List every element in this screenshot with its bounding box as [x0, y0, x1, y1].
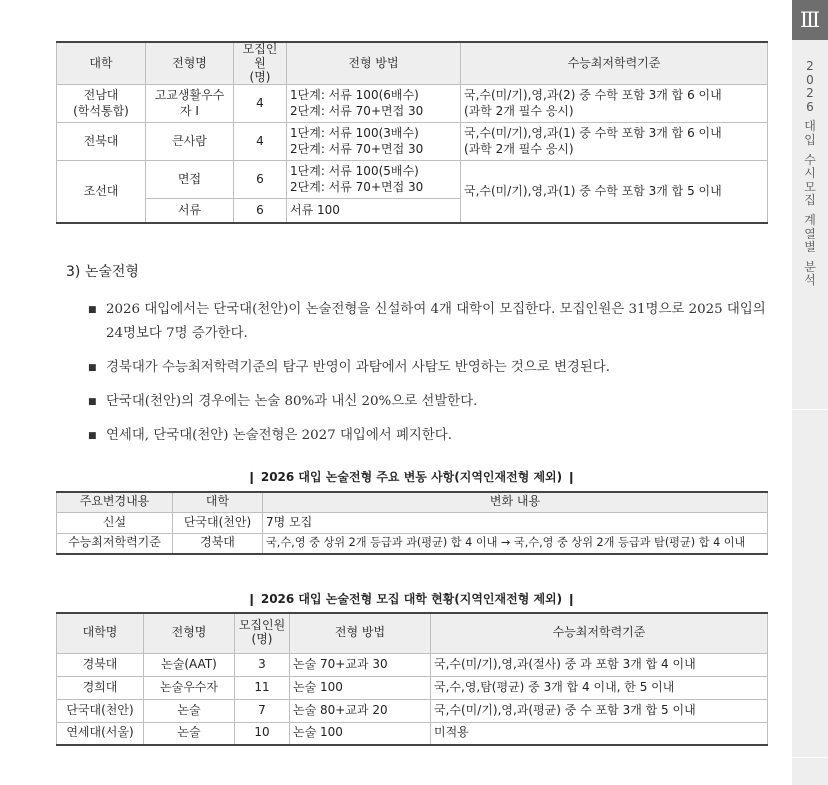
col-header: 변화 내용 [263, 492, 768, 512]
table-row [57, 699, 768, 722]
col-header: 전형 방법 [287, 42, 461, 85]
vertical-char: 모 [804, 179, 816, 194]
chapter-tab: Ⅲ [792, 0, 828, 40]
bullet-list [88, 298, 768, 458]
table-row [57, 161, 768, 199]
table-header-row [57, 492, 768, 512]
cell-type: 고교생활우수자 I [146, 85, 234, 123]
cell-univ: 전남대 (학석통합) [57, 85, 146, 123]
bullet-item: ■ 연세대, 단국대(천안) 논술전형은 2027 대입에서 폐지한다. [88, 424, 768, 448]
vertical-char: 수 [804, 152, 816, 167]
vertical-char: 0 [806, 72, 814, 87]
cell-min: 국,수(미/기),영,과(절사) 중 과 포함 3개 합 4 이내 [431, 653, 768, 676]
cell-univ: 경북대 [57, 653, 144, 676]
table-3 [56, 612, 768, 746]
cell-type: 서류 [146, 199, 234, 223]
cell-min: 국,수(미/기),영,과(1) 중 수학 포함 3개 합 5 이내 [461, 161, 768, 223]
col-header: 수능최저학력기준 [461, 42, 768, 85]
vertical-char: 석 [804, 273, 816, 288]
cell-type: 논술 [144, 722, 235, 745]
bullet-item: ■ 단국대(천안)의 경우에는 논술 80%과 내신 20%으로 선발한다. [88, 390, 768, 414]
cell-univ: 조선대 [57, 161, 146, 223]
cell-min: 국,수,영,탐(평균) 중 3개 합 4 이내, 한 5 이내 [431, 676, 768, 699]
vertical-char: 2 [806, 59, 814, 73]
cell-type: 논술(AAT) [144, 653, 235, 676]
col-header: 모집인원 (명) [235, 613, 290, 653]
cell-method: 1단계: 서류 100(5배수) 2단계: 서류 70+면접 30 [287, 161, 461, 199]
cell-method: 1단계: 서류 100(6배수) 2단계: 서류 70+면접 30 [287, 85, 461, 123]
cell-type: 면접 [146, 161, 234, 199]
vertical-char: 2 [806, 86, 814, 101]
cell-univ: 경희대 [57, 676, 144, 699]
col-header: 수능최저학력기준 [431, 613, 768, 653]
table-row [57, 533, 768, 554]
cell-count: 4 [234, 85, 287, 123]
cell-univ: 전북대 [57, 123, 146, 161]
chapter-vertical-title [792, 60, 828, 288]
cell-method: 1단계: 서류 100(3배수) 2단계: 서류 70+면접 30 [287, 123, 461, 161]
cell-item: 수능최저학력기준 [57, 533, 173, 554]
cell-univ: 경북대 [173, 533, 263, 554]
col-header: 주요변경내용 [57, 492, 173, 512]
cell-min: 국,수(미/기),영,과(1) 중 수학 포함 3개 합 6 이내 (과학 2개 필수 응시) [461, 123, 768, 161]
cell-type: 큰사람 [146, 123, 234, 161]
cell-type: 논술우수자 [144, 676, 235, 699]
cell-method: 논술 100 [290, 676, 431, 699]
sidebar-divider [792, 409, 828, 410]
cell-type: 논술 [144, 699, 235, 722]
cell-count: 4 [234, 123, 287, 161]
col-header: 대학명 [57, 613, 144, 653]
col-header: 전형명 [146, 42, 234, 85]
cell-count: 6 [234, 161, 287, 199]
vertical-char: 열 [804, 226, 816, 241]
table-2 [56, 491, 768, 555]
cell-method: 논술 80+교과 20 [290, 699, 431, 722]
cell-min: 미적용 [431, 722, 768, 745]
vertical-char: 대 [804, 119, 816, 134]
table-header-row [57, 42, 768, 85]
table-row [57, 722, 768, 745]
vertical-char: 별 [804, 240, 816, 255]
cell-univ: 단국대(천안) [173, 512, 263, 533]
cell-univ: 단국대(천안) [57, 699, 144, 722]
sidebar-divider [792, 757, 828, 758]
table-header-row [57, 613, 768, 653]
cell-method: 논술 100 [290, 722, 431, 745]
vertical-char: 분 [804, 259, 816, 274]
col-header: 모집인원 (명) [234, 42, 287, 85]
cell-count: 7 [235, 699, 290, 722]
vertical-char: 입 [804, 132, 816, 147]
col-header: 전형 방법 [290, 613, 431, 653]
table-1 [56, 41, 768, 224]
cell-item: 신설 [57, 512, 173, 533]
table-row [57, 85, 768, 123]
vertical-char: 6 [806, 99, 814, 114]
table-row [57, 512, 768, 533]
table-row [57, 653, 768, 676]
cell-min: 국,수(미/기),영,과(2) 중 수학 포함 3개 합 6 이내 (과학 2개 필수 응시) [461, 85, 768, 123]
table-caption: ❙ 2026 대입 논술전형 주요 변동 사항(지역인재전형 제외) ❙ [246, 470, 577, 484]
bullet-item: ■ 경북대가 수능최저학력기준의 탐구 반영이 과탐에서 사탐도 반영하는 것으로 변경된다. [88, 356, 768, 380]
bullet-item: ■ 2026 대입에서는 단국대(천안)이 논술전형을 신설하여 4개 대학이 모집한다. 모집인원은 31명으로 2025 대입의 24명보다 7명 증가한다. [88, 298, 768, 346]
table-row [57, 123, 768, 161]
cell-method: 논술 70+교과 30 [290, 653, 431, 676]
vertical-char: 집 [804, 193, 816, 208]
table-caption: ❙ 2026 대입 논술전형 모집 대학 현황(지역인재전형 제외) ❙ [246, 592, 577, 606]
col-header: 대학 [57, 42, 146, 85]
cell-count: 10 [235, 722, 290, 745]
cell-count: 6 [234, 199, 287, 223]
vertical-char: 계 [804, 212, 816, 227]
cell-change: 국,수,영 중 상위 2개 등급과 과(평균) 합 4 이내 → 국,수,영 중 상위 2개 등급과 탐(평균) 합 4 이내 [263, 533, 768, 554]
col-header: 대학 [173, 492, 263, 512]
cell-count: 11 [235, 676, 290, 699]
cell-univ: 연세대(서울) [57, 722, 144, 745]
table-row [57, 676, 768, 699]
cell-count: 3 [235, 653, 290, 676]
cell-method: 서류 100 [287, 199, 461, 223]
vertical-char: 시 [804, 166, 816, 181]
col-header: 전형명 [144, 613, 235, 653]
section-title: 3) 논술전형 [66, 264, 139, 280]
cell-change: 7명 모집 [263, 512, 768, 533]
cell-min: 국,수(미/기),영,과(평균) 중 수 포함 3개 합 5 이내 [431, 699, 768, 722]
chapter-sidebar [792, 0, 828, 785]
